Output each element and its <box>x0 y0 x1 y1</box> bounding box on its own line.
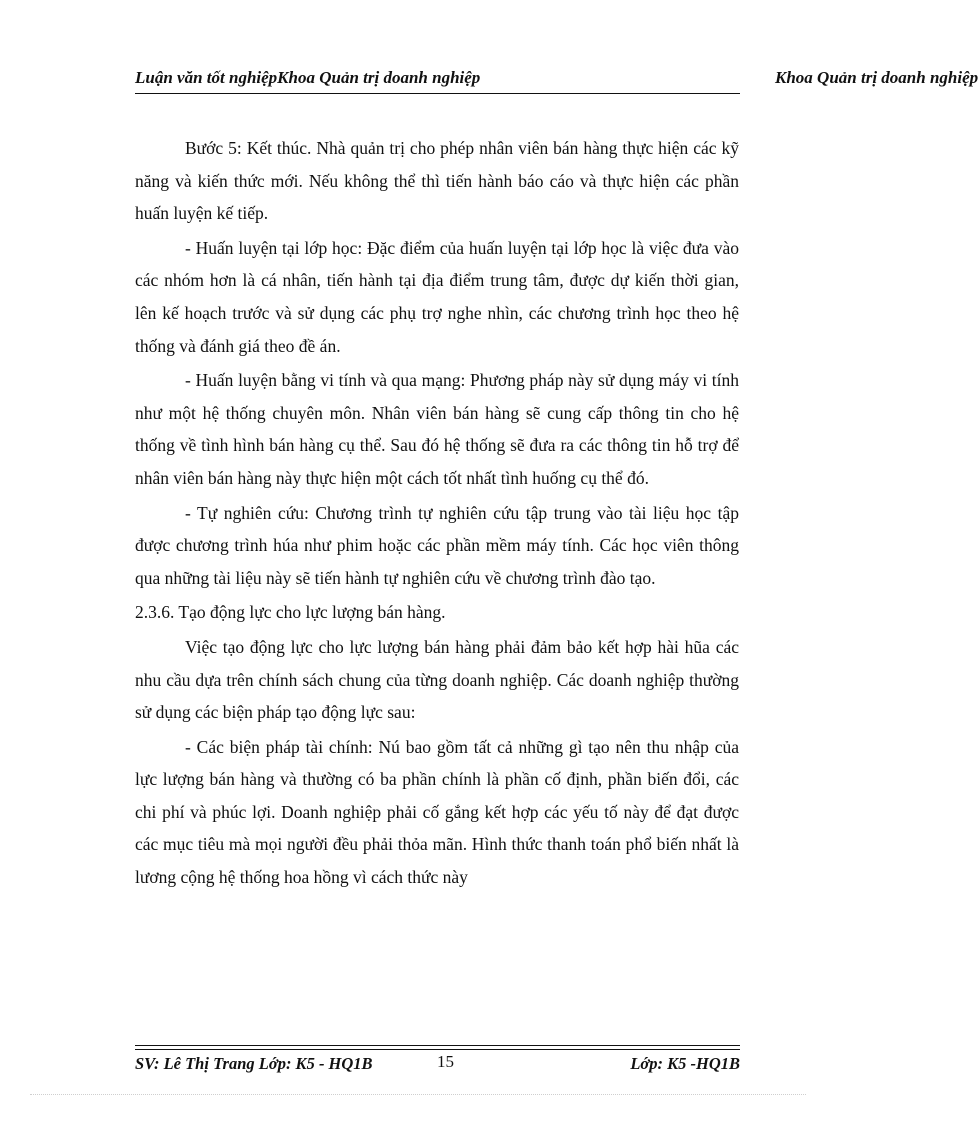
section-heading: 2.3.6. Tạo động lực cho lực lượng bán hàng. <box>135 602 446 623</box>
header-rule <box>135 93 740 94</box>
paragraph-self-study: - Tự nghiên cứu: Chương trình tự nghiên cứu tập trung vào tài liệu học tập được chương trình húa như phim hoặc các phần mềm máy tính. Các học viên thông qua những tài liệu này sẽ tiến hành tự nghiên cứu về chương trình đào tạo. <box>135 502 739 588</box>
page-footer <box>135 1054 740 1078</box>
footer-right-text: Lớp: K5 -HQ1B <box>630 1054 740 1073</box>
paragraph-motivation-intro: Việc tạo động lực cho lực lượng bán hàng phải đảm bảo kết hợp hài hũa các nhu cầu dựa trên chính sách chung của từng doanh nghiệp. Các doanh nghiệp thường sử dụng các biện pháp tạo động lực sau: <box>135 636 739 723</box>
paragraph-classroom-training: - Huấn luyện tại lớp học: Đặc điểm của huấn luyện tại lớp học là việc đưa vào các nhóm hơn là cá nhân, tiến hành tại địa điểm trung tâm, được dự kiến thời gian, lên kế hoạch trước và sử dụng các phụ trợ nghe nhìn, các chương trình học theo hệ thống và đánh giá theo đề án. <box>135 237 739 356</box>
page-header <box>135 68 978 96</box>
page-number: 15 <box>437 1052 454 1071</box>
paragraph-computer-training: - Huấn luyện bằng vi tính và qua mạng: Phương pháp này sử dụng máy vi tính như một hệ thống chuyên môn. Nhân viên bán hàng sẽ cung cấp thông tin cho hệ thống về tình hình bán hàng cụ thể. Sau đó hệ thống sẽ đưa ra các thông tin hỗ trợ để nhân viên bán hàng này thực hiện một cách tốt nhất tình huống cụ thể đó. <box>135 370 739 488</box>
footer-rule-bottom <box>135 1049 740 1050</box>
paragraph-step5: Bước 5: Kết thúc. Nhà quản trị cho phép nhân viên bán hàng thực hiện các kỹ năng và kiến thức mới. Nếu không thể thì tiến hành báo cáo và thực hiện các phần huấn luyện kế tiếp. <box>135 138 739 224</box>
header-right-text: Khoa Quản trị doanh nghiệp <box>775 68 978 87</box>
header-left-text: Luận văn tốt nghiệpKhoa Quản trị doanh nghiệp <box>135 68 481 87</box>
footer-left-text: SV: Lê Thị Trang Lớp: K5 - HQ1B <box>135 1054 373 1073</box>
paragraph-financial-measures: - Các biện pháp tài chính: Nú bao gồm tất cả những gì tạo nên thu nhập của lực lượng bán hàng và thường có ba phần chính là phần cố định, phần biến đổi, các chi phí và phúc lợi. Doanh nghiệp phải cố gắng kết hợp các yếu tố này để đạt được các mục tiêu mà mọi người đều phải thỏa mãn. Hình thức thanh toán phổ biến nhất là lương cộng hệ thống hoa hồng vì cách thức này <box>135 736 739 888</box>
page-edge-dotted-line <box>30 1094 806 1095</box>
footer-rule-top <box>135 1045 740 1046</box>
document-body <box>135 132 739 894</box>
